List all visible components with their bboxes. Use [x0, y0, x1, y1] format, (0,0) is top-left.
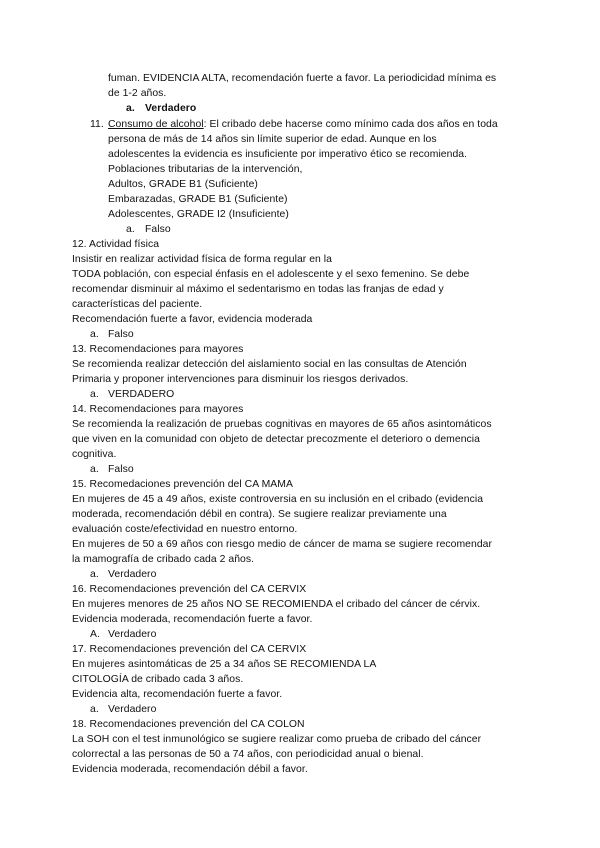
- text-line: En mujeres de 45 a 49 años, existe controversia en su inclusión en el cribado (evidencia: [72, 494, 484, 505]
- answer-marker: a.: [90, 329, 99, 340]
- text-line: Se recomienda la realización de pruebas cognitivas en mayores de 65 años asintomáticos: [72, 419, 492, 430]
- text-line: TODA población, con especial énfasis en el adolescente y el sexo femenino. Se debe: [72, 269, 470, 280]
- text-line: En mujeres menores de 25 años NO SE RECOMIENDA el cribado del cáncer de cérvix.: [72, 599, 481, 610]
- text-line: Recomendación fuerte a favor, evidencia moderada: [72, 314, 313, 325]
- text-line: Evidencia moderada, recomendación fuerte a favor.: [72, 614, 313, 625]
- answer: Falso: [108, 329, 134, 340]
- text-line: evaluación coste/efectividad en nuestro entorno.: [72, 524, 298, 535]
- text-line: Evidencia alta, recomendación fuerte a favor.: [72, 689, 283, 700]
- text-line: fuman. EVIDENCIA ALTA, recomendación fuerte a favor. La periodicidad mínima es: [108, 73, 497, 84]
- answer-marker: a.: [90, 704, 99, 715]
- item-number: 11.: [90, 119, 104, 130]
- section-title: 17. Recomendaciones prevención del CA CERVIX: [72, 644, 307, 655]
- section-title: 14. Recomendaciones para mayores: [72, 404, 244, 415]
- text-line: la mamografía de cribado cada 2 años.: [72, 554, 255, 565]
- answer-marker: a.: [126, 103, 135, 114]
- text-line: recomendar disminuir al máximo el sedentarismo en todas las franjas de edad y: [72, 284, 444, 295]
- section-title: 15. Recomedaciones prevención del CA MAMA: [72, 479, 293, 490]
- text-line: cognitiva.: [72, 449, 117, 460]
- item-11-line1-text: : El cribado debe hacerse como mínimo cada dos años en toda: [203, 119, 498, 130]
- text-line: Se recomienda realizar detección del aislamiento social en las consultas de Atención: [72, 359, 467, 370]
- text-line: adolescentes la evidencia es insuficiente por imperativo ético se recomienda.: [108, 149, 468, 160]
- answer-marker: A.: [90, 629, 100, 640]
- text-line: de 1-2 años.: [108, 88, 167, 99]
- text-line: persona de más de 14 años sin límite superior de edad. Aunque en los: [108, 134, 437, 145]
- answer-marker: a.: [126, 224, 135, 235]
- text-line: características del paciente.: [72, 299, 203, 310]
- section-title: 16. Recomendaciones prevención del CA CERVIX: [72, 584, 307, 595]
- answer: Verdadero: [108, 704, 157, 715]
- text-line: Primaria y proponer intervenciones para disminuir los riesgos derivados.: [72, 374, 409, 385]
- text-line: Embarazadas, GRADE B1 (Suficiente): [108, 194, 288, 205]
- answer-marker: a.: [90, 569, 99, 580]
- section-title: 18. Recomendaciones prevención del CA COLON: [72, 719, 305, 730]
- text-line: que viven en la comunidad con objeto de detectar precozmente el deterioro o demencia: [72, 434, 480, 445]
- text-line: Adolescentes, GRADE I2 (Insuficiente): [108, 209, 289, 220]
- answer-marker: a.: [90, 464, 99, 475]
- item-11-label: Consumo de alcohol: [108, 119, 204, 130]
- answer: Verdadero: [108, 569, 157, 580]
- section-title: 12. Actividad física: [72, 239, 160, 250]
- text-line: Insistir en realizar actividad física de forma regular en la: [72, 254, 332, 265]
- text-line: En mujeres asintomáticas de 25 a 34 años SE RECOMIENDA LA: [72, 659, 377, 670]
- text-line: colorrectal a las personas de 50 a 74 años, con periodicidad anual o bienal.: [72, 749, 424, 760]
- answer: Verdadero: [145, 103, 197, 114]
- text-line: Poblaciones tributarias de la intervención,: [108, 164, 303, 175]
- answer-marker: a.: [90, 389, 99, 400]
- section-title: 13. Recomendaciones para mayores: [72, 344, 244, 355]
- answer: Falso: [145, 224, 171, 235]
- text-line: Adultos, GRADE B1 (Suficiente): [108, 179, 258, 190]
- text-line: En mujeres de 50 a 69 años con riesgo medio de cáncer de mama se sugiere recomendar: [72, 539, 493, 550]
- answer: Falso: [108, 464, 134, 475]
- answer: Verdadero: [108, 629, 157, 640]
- text-line: CITOLOGÍA de cribado cada 3 años.: [72, 674, 244, 685]
- text-line: La SOH con el test inmunológico se sugiere realizar como prueba de cribado del cáncer: [72, 734, 482, 745]
- item-11-line1: [108, 118, 498, 131]
- answer: VERDADERO: [108, 389, 175, 400]
- text-line: Evidencia moderada, recomendación débil a favor.: [72, 764, 308, 775]
- text-line: moderada, recomendación débil en contra). Se sugiere realizar previamente una: [72, 509, 447, 520]
